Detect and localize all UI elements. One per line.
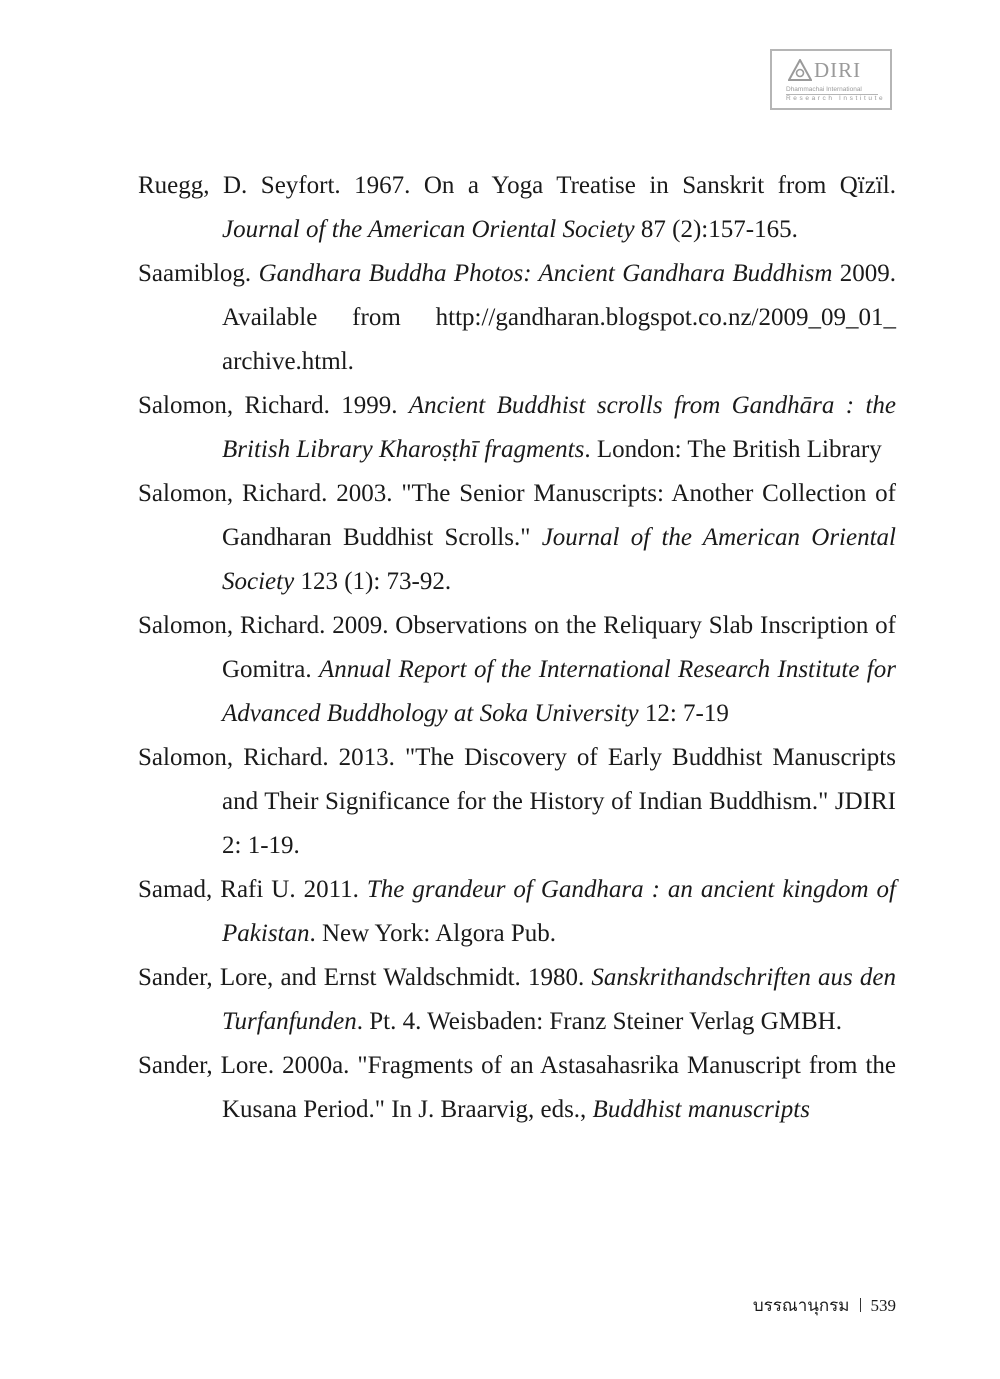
reference-entry: Sander, Lore. 2000a. "Fragments of an Astasahasrika Manuscript from the Kusana Period." In J. Braarvig, eds., Buddhist manuscripts — [138, 1052, 896, 1123]
reference-entry: Samad, Rafi U. 2011. The grandeur of Gandhara : an ancient kingdom of Pakistan. New York: Algora Pub. — [138, 876, 897, 947]
logo-subtitle-1: Dhammachai International — [786, 86, 862, 93]
footer-section-title: บรรณานุกรม — [752, 1296, 850, 1315]
page-number: 539 — [870, 1296, 896, 1315]
diri-logo — [770, 49, 892, 110]
reference-entry: Saamiblog. Gandhara Buddha Photos: Ancient Gandhara Buddhism 2009. Available from http://gandharan.blogspot.co.nz/2009_09_01_ archive.html. — [138, 260, 897, 375]
logo-subtitle-2: Research Institute — [786, 95, 886, 102]
triangle-logo-icon — [788, 59, 812, 81]
page-footer — [753, 1292, 896, 1319]
reference-entry: Sander, Lore, and Ernst Waldschmidt. 1980. Sanskrithandschriften aus den Turfanfunden. Pt. 4. Weisbaden: Franz Steiner Verlag GMBH. — [138, 964, 897, 1035]
reference-list — [138, 164, 896, 1132]
footer-separator — [860, 1298, 861, 1312]
reference-entry: Ruegg, D. Seyfort. 1967. On a Yoga Treatise in Sanskrit from Qïzïl. Journal of the American Oriental Society 87 (2):157-165. — [138, 172, 896, 243]
reference-entry: Salomon, Richard. 2013. "The Discovery of Early Buddhist Manuscripts and Their Significance for the History of Indian Buddhism." JDIRI 2: 1-19. — [138, 744, 896, 859]
logo-name: DIRI — [814, 58, 862, 82]
reference-entry: Salomon, Richard. 2009. Observations on the Reliquary Slab Inscription of Gomitra. Annual Report of the International Research Institute for Advanced Buddhology at Soka University 12: 7-19 — [138, 612, 896, 727]
reference-entry: Salomon, Richard. 2003. "The Senior Manuscripts: Another Collection of Gandharan Buddhist Scrolls." Journal of the American Oriental Society 123 (1): 73-92. — [138, 480, 896, 595]
reference-entry: Salomon, Richard. 1999. Ancient Buddhist scrolls from Gandhāra : the British Library Kharoṣṭhī fragments. London: The British Library — [138, 392, 896, 463]
